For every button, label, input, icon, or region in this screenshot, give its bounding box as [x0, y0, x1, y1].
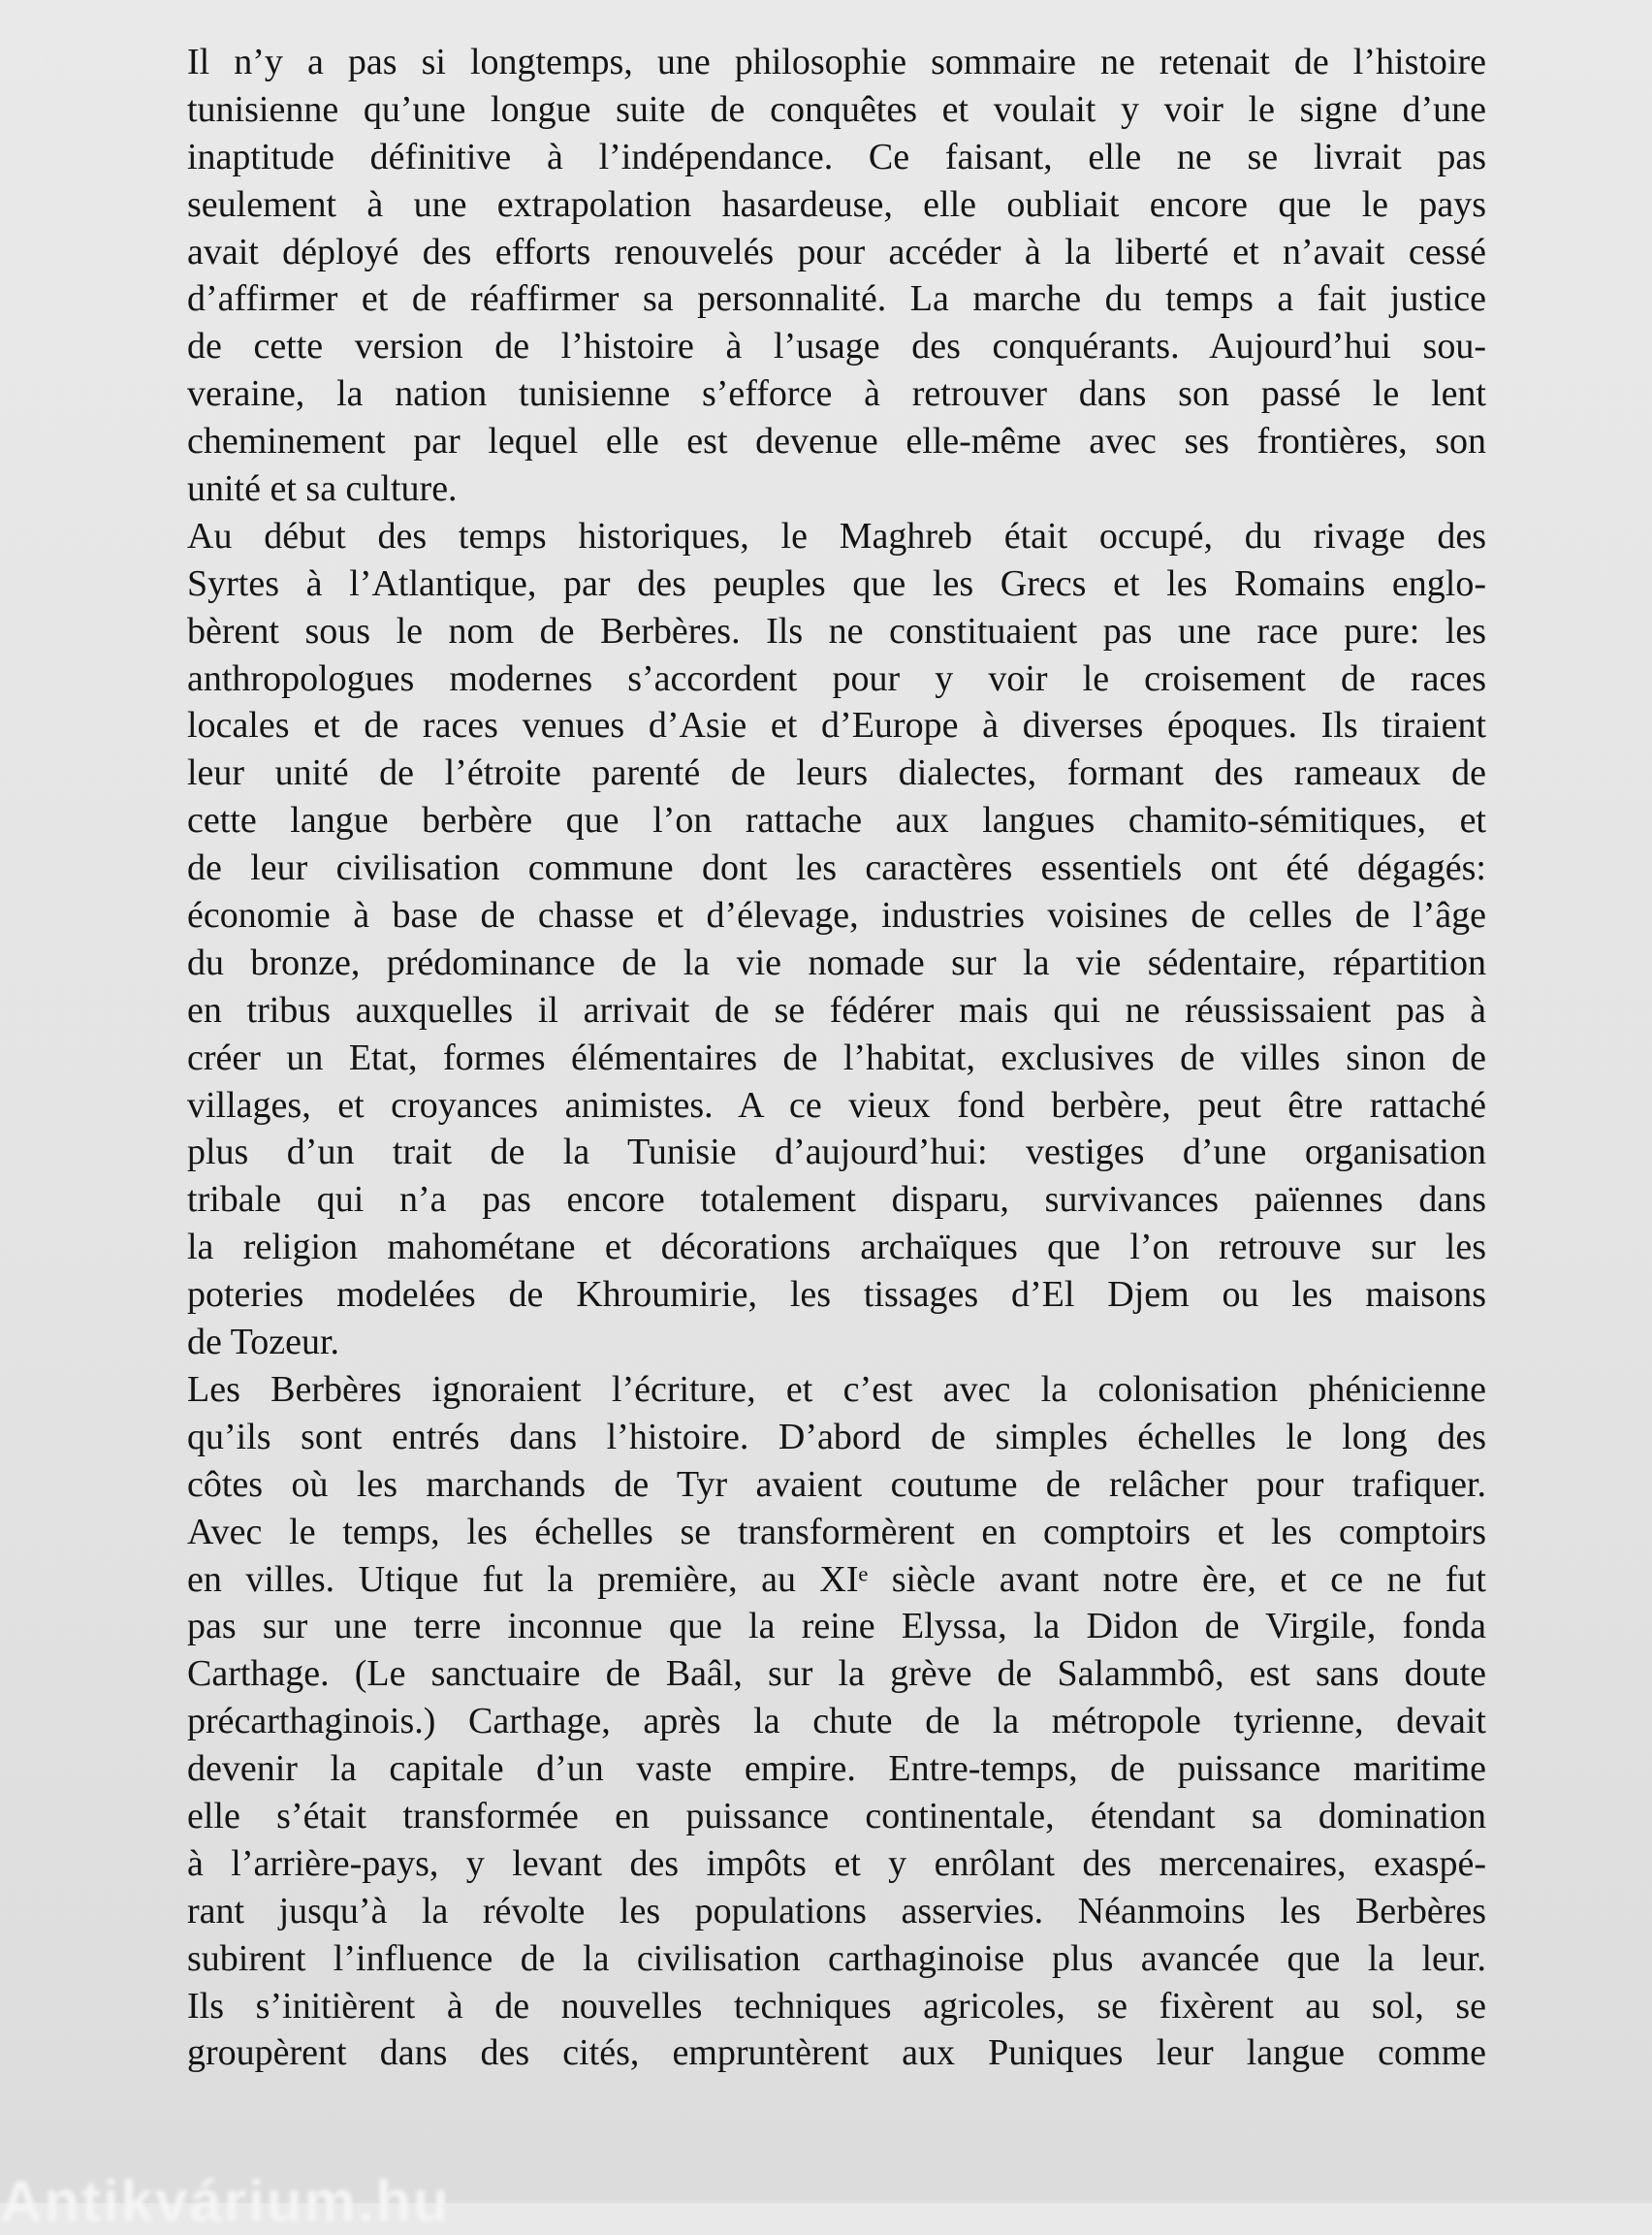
text-line: rant jusqu’à la révolte les populations asservies. Néanmoins les Berbères: [187, 1890, 1486, 1932]
text-line: veraine, la nation tunisienne s’efforce à retrouver dans son passé le lent: [187, 373, 1486, 415]
text-line: subirent l’influence de la civilisation carthaginoise plus avancée que la leur.: [187, 1937, 1486, 1979]
text-line: de leur civilisation commune dont les caractères essentiels ont été dégagés:: [187, 847, 1486, 889]
text-line: leur unité de l’étroite parenté de leurs dialectes, formant des rameaux de: [187, 752, 1486, 794]
text-line: seulement à une extrapolation hasardeuse, elle oubliait encore que le pays: [187, 183, 1486, 225]
text-line: plus d’un trait de la Tunisie d’aujourd’hui: vestiges d’une organisation: [187, 1132, 1486, 1173]
text-line: de Tozeur.: [187, 1322, 340, 1363]
paragraph: [187, 513, 1486, 1366]
text-line: Syrtes à l’Atlantique, par des peuples que les Grecs et les Romains englo-: [187, 562, 1486, 604]
text-line: inaptitude définitive à l’indépendance. Ce faisant, elle ne se livrait pas: [187, 136, 1486, 177]
text-line: de cette version de l’histoire à l’usage des conquérants. Aujourd’hui sou-: [187, 326, 1486, 367]
text-line: Il n’y a pas si longtemps, une philosophie sommaire ne retenait de l’histoire: [187, 42, 1486, 82]
text-line: groupèrent dans des cités, empruntèrent aux Puniques leur langue comme: [187, 2032, 1486, 2074]
text-line: Les Berbères ignoraient l’écriture, et c’est avec la colonisation phénicienne: [187, 1368, 1486, 1410]
text-line: anthropologues modernes s’accordent pour y voir le croisement de races: [187, 657, 1486, 699]
text-line: elle s’était transformée en puissance continentale, étendant sa domination: [187, 1795, 1486, 1836]
text-line: tribale qui n’a pas encore totalement disparu, survivances païennes dans: [187, 1179, 1486, 1221]
text-line: pas sur une terre inconnue que la reine Elyssa, la Didon de Virgile, fonda: [187, 1606, 1486, 1647]
text-line: tunisienne qu’une longue suite de conquêtes et voulait y voir le signe d’une: [187, 88, 1486, 130]
page-body-text: [187, 39, 1486, 2077]
text-line: d’affirmer et de réaffirmer sa personnalité. La marche du temps a fait justice: [187, 278, 1486, 320]
paragraph: [187, 39, 1486, 513]
text-line: qu’ils sont entrés dans l’histoire. D’abord de simples échelles le long des: [187, 1416, 1486, 1457]
text-line: Carthage. (Le sanctuaire de Baâl, sur la grève de Salammbô, est sans doute: [187, 1653, 1486, 1695]
text-line: Au début des temps historiques, le Maghreb était occupé, du rivage des: [187, 515, 1486, 557]
text-line: locales et de races venues d’Asie et d’Europe à diverses époques. Ils tiraient: [187, 705, 1486, 747]
text-line: villages, et croyances animistes. A ce vieux fond berbère, peut être rattaché: [187, 1084, 1486, 1126]
text-line: économie à base de chasse et d’élevage, industries voisines de celles de l’âge: [187, 895, 1486, 937]
text-line: la religion mahométane et décorations archaïques que l’on retrouve sur les: [187, 1227, 1486, 1268]
text-line: créer un Etat, formes élémentaires de l’habitat, exclusives de villes sinon de: [187, 1037, 1486, 1078]
text-line: cette langue berbère que l’on rattache aux langues chamito-sémitiques, et: [187, 800, 1486, 842]
text-line: côtes où les marchands de Tyr avaient coutume de relâcher pour trafiquer.: [187, 1463, 1486, 1505]
watermark: Antikvárium.hu: [0, 2169, 451, 2234]
text-line: unité et sa culture.: [187, 468, 458, 510]
paragraph: [187, 1366, 1486, 2077]
text-line: précarthaginois.) Carthage, après la chute de la métropole tyrienne, devait: [187, 1701, 1486, 1742]
text-line: à l’arrière-pays, y levant des impôts et y enrôlant des mercenaires, exaspé-: [187, 1842, 1486, 1884]
text-line: devenir la capitale d’un vaste empire. Entre-temps, de puissance maritime: [187, 1748, 1486, 1790]
text-line: en tribus auxquelles il arrivait de se fédérer mais qui ne réussissaient pas à: [187, 989, 1486, 1031]
text-line: cheminement par lequel elle est devenue elle-même avec ses frontières, son: [187, 421, 1486, 463]
text-line: Ils s’initièrent à de nouvelles techniques agricoles, se fixèrent au sol, se: [187, 1985, 1486, 2027]
text-line: bèrent sous le nom de Berbères. Ils ne constituaient pas une race pure: les: [187, 610, 1486, 652]
text-line: en villes. Utique fut la première, au XIᵉ siècle avant notre ère, et ce ne fut: [187, 1558, 1486, 1600]
text-line: Avec le temps, les échelles se transformèrent en comptoirs et les comptoirs: [187, 1511, 1486, 1552]
text-line: avait déployé des efforts renouvelés pour accéder à la liberté et n’avait cessé: [187, 231, 1486, 272]
text-line: du bronze, prédominance de la vie nomade sur la vie sédentaire, répartition: [187, 942, 1486, 983]
text-line: poteries modelées de Khroumirie, les tissages d’El Djem ou les maisons: [187, 1274, 1486, 1316]
